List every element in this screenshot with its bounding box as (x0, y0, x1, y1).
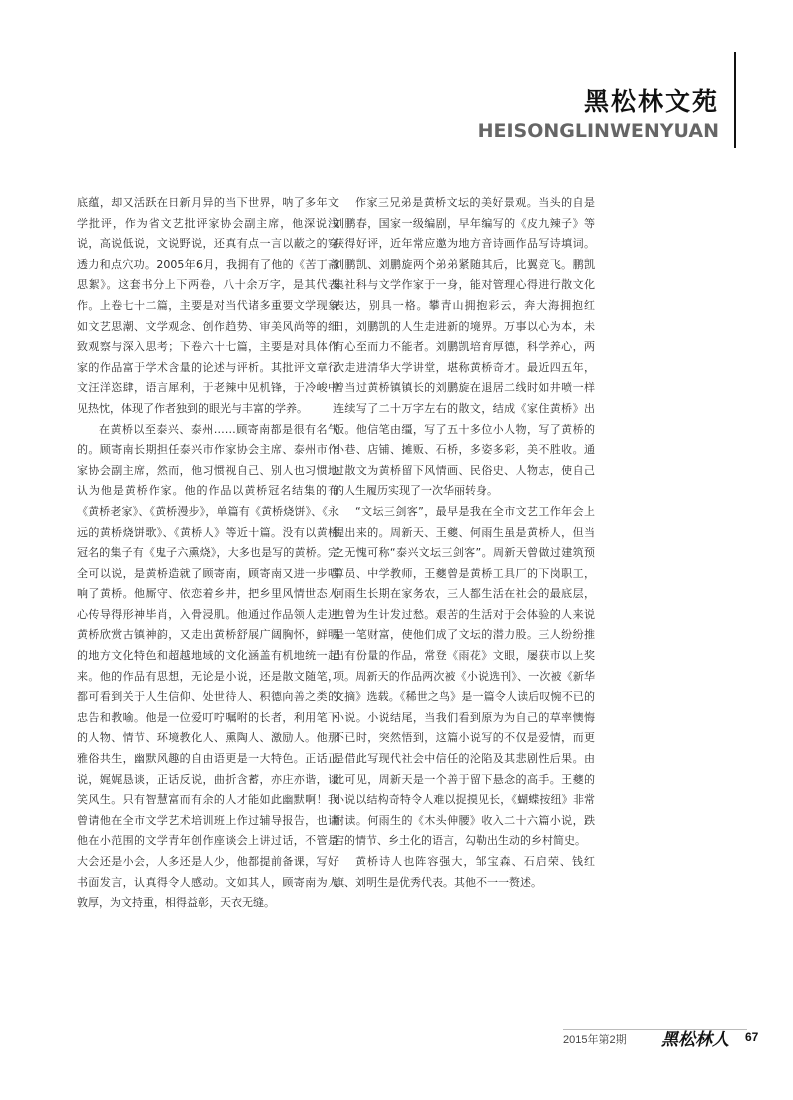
issue-label: 2015年第2期 (563, 1034, 627, 1046)
header-divider (734, 52, 736, 148)
magazine-logo: 黑松林人 (661, 1030, 729, 1050)
left-column (77, 193, 339, 914)
page-number: 67 (745, 1030, 759, 1044)
right-column (333, 193, 595, 893)
paragraph: 在黄桥以至泰兴、泰州……顾寄南都是很有名气的。顾寄南长期担任泰兴市作家协会主席、泰州市作家协会副主席，然而，他习惯视自己、别人也习惯地认为他是黄桥作家。他的作品以黄桥冠名结集的有《黄桥老家》、《黄桥漫步》，单篇有《黄桥烧饼》、《永远的黄桥烧饼歌》、《黄桥人》等近十篇。没有以黄桥冠名的集子有《鬼子六熏烧》，大多也是写的黄桥。完全可以说，是黄桥造就了顾寄南，顾寄南又进一步唱响了黄桥。他厮守、依恋着乡井，把乡里风情世态人心传导得形神毕肖，入骨浸肌。他通过作品领人走进黄桥欣赏古镇神韵，又走出黄桥舒展广阔胸怀，鲜明的地方文化特色和超越地域的文化涵盖有机地统一起来。他的作品有思想，无论是小说，还是散文随笔，都可看到关于人生信仰、处世待人、积德向善之类的忠告和教喻。他是一位爱叮咛嘱咐的长者，利用笔下的人物、情节、环境教化人、熏陶人、激励人。他那雅俗共生，幽默风趣的自由语更是一大特色。正话正说，娓娓恳谈，正话反说，曲折含蓄，亦庄亦谐，谈笑风生。只有智慧富而有余的人才能如此幽默啊！我曾请他在全市文学艺术培训班上作过辅导报告，也请他在小范围的文学青年创作座谈会上讲过话，不管是大会还是小会，人多还是人少，他都提前备课，写好书面发言，认真得令人感动。文如其人，顾寄南为人敦厚，为文持重，相得益彰，天衣无缝。 (77, 422, 339, 910)
paragraph: 底蕴，却又活跃在日新月异的当下世界，呐了多年文学批评，作为省文艺批评家协会副主席，他深说浅说，高说低说，文说野说，还真有点一言以蔽之的穿透力和点穴功。2005年6月，我拥有了他的《苦丁斋思絮》。这套书分上下两卷，八十余万字，是其代表作。上卷七十二篇，主要是对当代诸多重要文学现象如文艺思潮、文学观念、创作趋势、审美风尚等的细致观察与深入思考；下卷六十七篇，主要是对具体作家的作品富于学术含量的论述与评析。其批评文章行文汪洋恣肆，语言犀利，于老辣中见机锋，于冷峻中见热忱，体现了作者独到的眼光与丰富的学养。 (77, 196, 339, 415)
section-subtitle: HEISONGLINWENYUAN (477, 120, 719, 142)
paragraph: “文坛三剑客”，最早是我在全市文艺工作年会上提出来的。周新天、王夔、何雨生虽是黄桥人，但当之无愧可称“泰兴文坛三剑客”。周新天曾做过建筑预算员、中学教师，王夔曾是黄桥工具厂的下岗职工，何雨生长期在家务农，三人都生活在社会的最底层，也曾为生计发过愁。艰苦的生活对于会体验的人来说是一笔财富，使他们成了文坛的潜力股。三人纷纷推出有份量的作品，常登《雨花》文眼，屡获市以上奖项。周新天的作品两次被《小说选刊》、一次被《新华文摘》选载。《稀世之鸟》是一篇令人读后叹惋不已的小说。小说结尾，当我们看到原为为自己的草率懊悔不已时，突然悟到，这篇小说写的不仅是爱情，而更是借此写现代社会中信任的沦陷及其悲剧性后果。由此可见，周新天是一个善于留下悬念的高手。王夔的小说以结构奇特令人难以捉摸见长，《蝴蝶按纽》非常耐读。何雨生的《木头伸腰》收入二十六篇小说，跌宕的情节、乡土化的语言，勾勒出生动的乡村简史。 (333, 504, 595, 848)
paragraph: 作家三兄弟是黄桥文坛的美好景观。当头的自是刘鹏春，国家一级编剧，早年编写的《皮九辣子》等获得好评，近年常应邀为地方音诗画作品写诗填词。刘鹏凯、刘鹏旋两个弟弟紧随其后，比翼竞飞。鹏凯集社科与文学作家于一身，能对管理心得进行散文化表达，别具一格。攀青山拥抱彩云，奔大海拥抱红日，刘鹏凯的人生走进新的境界。万事以心为本，未有心至而力不能者。刘鹏凯培育厚德，科学养心，两次走进清华大学讲堂，堪称黄桥奇才。最近四五年，曾当过黄桥镇镇长的刘鹏旋在退居二线时如井喷一样连续写了二十万字左右的散文，结成《家住黄桥》出版。他信笔由缰，写了五十多位小人物，写了黄桥的小巷、店铺、摊贩、石桥，多姿多彩，美不胜收。通过散文为黄桥留下风情画、民俗史、人物志，使自己的人生履历实现了一次华丽转身。 (333, 196, 595, 498)
paragraph: 黄桥诗人也阵容强大，邹宝森、石启荣、钱红旗、刘明生是优秀代表。其他不一一赘述。 (333, 855, 595, 889)
section-title: 黑松林文苑 (583, 87, 719, 116)
